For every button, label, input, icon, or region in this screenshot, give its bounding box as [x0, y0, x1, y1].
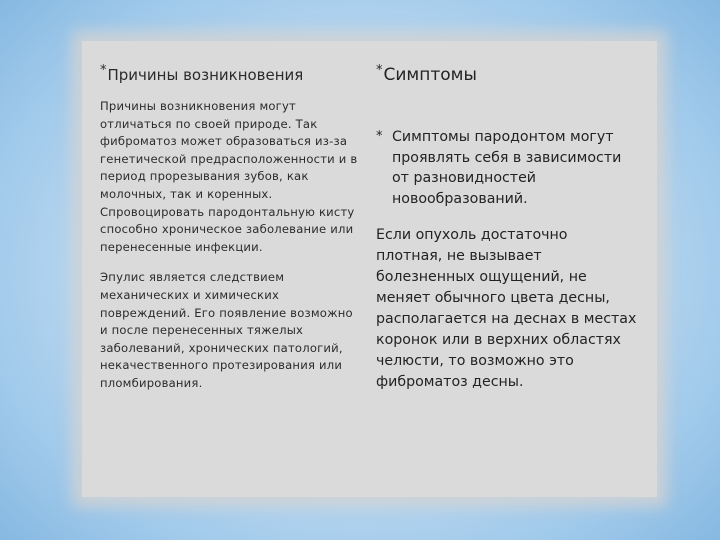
heading-asterisk-icon: *: [100, 63, 107, 78]
causes-paragraph-1: Причины возникновения могут отличаться по своей природе. Так фиброматоз может образоваться из-за генетической предрасположенности и в период прорезывания зубов, как молочных, так и коренных. Спровоцировать пародонтальную кисту способно хроническое заболевание или перенесенные инфекции.: [100, 99, 358, 254]
causes-heading: [100, 60, 362, 82]
symptoms-bullet: [376, 127, 638, 209]
bullet-asterisk-icon: *: [376, 129, 383, 144]
causes-heading-text: Причины возникновения: [107, 66, 304, 84]
causes-column: [100, 60, 362, 393]
causes-paragraph-2: Эпулис является следствием механических и химических повреждений. Его появление возможно и после перенесенных тяжелых заболеваний, хронических патологий, некачественного протезирования или пломбирования.: [100, 270, 353, 390]
heading-asterisk-icon: *: [376, 63, 383, 78]
symptoms-paragraph: Если опухоль достаточно плотная, не вызывает болезненных ощущений, не меняет обычного цвета десны, располагается на деснах в местах коронок или в верхних областях челюсти, то возможно это фиброматоз десны.: [376, 227, 637, 390]
symptoms-heading: [376, 58, 638, 85]
symptoms-heading-text: Симптомы: [383, 65, 477, 85]
symptoms-column: [376, 58, 638, 393]
symptoms-bullet-text: Симптомы пародонтом могут проявлять себя в зависимости от разновидностей новообразований.: [392, 129, 622, 207]
